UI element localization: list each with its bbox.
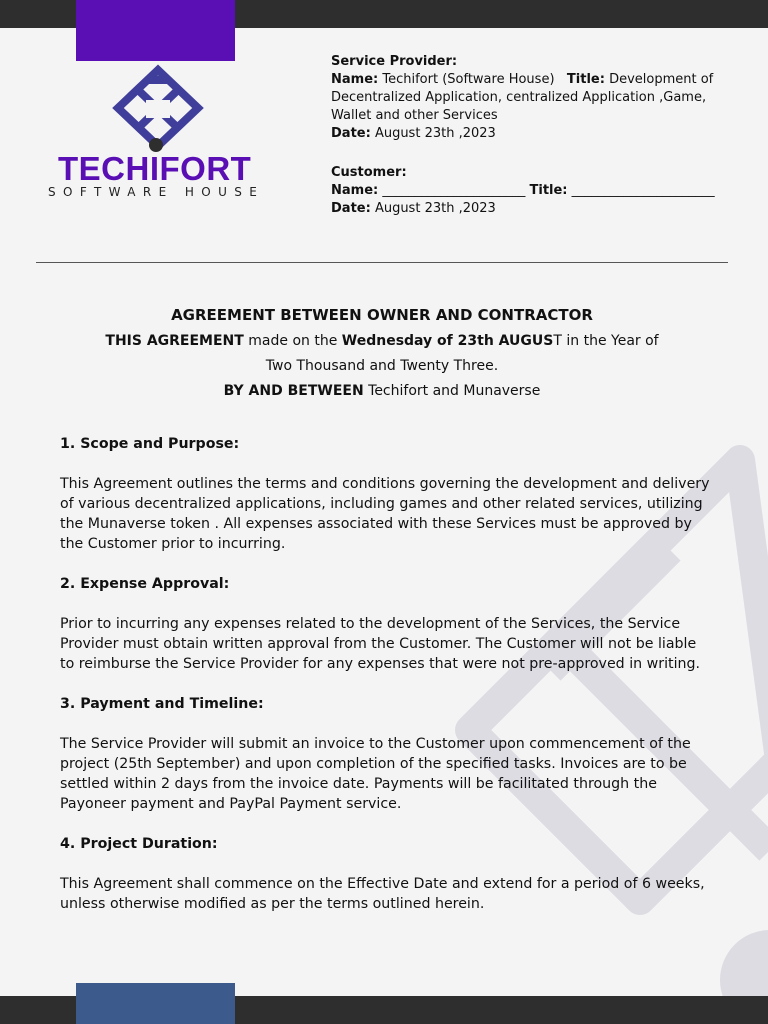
cu-title-label: Title:: [529, 183, 568, 198]
sp-title-label: Title:: [566, 72, 605, 87]
cu-title-value: ______________________: [571, 183, 715, 198]
customer-block: [331, 164, 751, 218]
agreement-sections: [60, 434, 710, 934]
section-body-scope: This Agreement outlines the terms and conditions governing the development and delivery of various decentralized applications, including games and other related services, utilizing the Munaverse token . All expenses associated with these Services must be approved by the Customer prior to incurring.: [60, 476, 710, 552]
section-body-payment: The Service Provider will submit an invoice to the Customer upon commencement of the project (25th September) and upon completion of the specified tasks. Invoices are to be settled within 2 days from the invoice date. Payments will be facilitated through the Payoneer payment and PayPal Payment service.: [60, 736, 691, 812]
agreement-intro-line1: [64, 329, 700, 354]
header-accent-block: [76, 0, 235, 61]
section-heading-expense: 2. Expense Approval:: [60, 576, 230, 592]
sp-name-label: Name:: [331, 72, 379, 87]
logo-subtitle: SOFTWARE HOUSE: [48, 185, 265, 199]
service-provider-heading: Service Provider:: [331, 54, 458, 69]
service-provider-block: [331, 53, 741, 143]
sp-name-value: Techifort (Software House): [382, 72, 555, 87]
agreement-title: AGREEMENT BETWEEN OWNER AND CONTRACTOR: [171, 306, 593, 324]
intro-bold-a: THIS AGREEMENT: [105, 333, 244, 349]
section-heading-scope: 1. Scope and Purpose:: [60, 436, 240, 452]
section-heading-payment: 3. Payment and Timeline:: [60, 696, 264, 712]
agreement-intro-line2: Two Thousand and Twenty Three.: [265, 358, 499, 374]
cu-name-label: Name:: [331, 183, 379, 198]
intro-text-c: Techifort and Munaverse: [368, 383, 541, 399]
sp-date-label: Date:: [331, 126, 371, 141]
logo-name: TECHIFORT: [58, 150, 252, 187]
divider: [36, 262, 728, 263]
section-heading-duration: 4. Project Duration:: [60, 836, 218, 852]
customer-heading: Customer:: [331, 165, 407, 180]
agreement-intro-line3: [64, 379, 700, 404]
agreement-header: [64, 306, 700, 404]
techifort-logo-icon: [106, 64, 210, 156]
intro-text-a: made on the: [248, 333, 338, 349]
cu-name-value: ______________________: [382, 183, 526, 198]
cu-date-label: Date:: [331, 201, 371, 216]
section-body-duration: This Agreement shall commence on the Effective Date and extend for a period of 6 weeks, unless otherwise modified as per the terms outlined herein.: [60, 876, 705, 912]
intro-text-b: T in the Year of: [553, 333, 659, 349]
sp-date-value: August 23th ,2023: [374, 126, 496, 141]
cu-date-value: August 23th ,2023: [374, 201, 496, 216]
intro-bold-c: BY AND BETWEEN: [223, 383, 364, 399]
section-body-expense: Prior to incurring any expenses related to the development of the Services, the Service Provider must obtain written approval from the Customer. The Customer will not be liable to reimburse the Service Provider for any expenses that were not pre-approved in writing.: [60, 616, 701, 672]
sp-title-value: Development of Decentralized Application, centralized Application ,Game, Wallet and other Services: [331, 72, 714, 123]
intro-bold-b: Wednesday of 23th AUGUS: [341, 333, 554, 349]
footer-accent-block: [76, 983, 235, 1024]
